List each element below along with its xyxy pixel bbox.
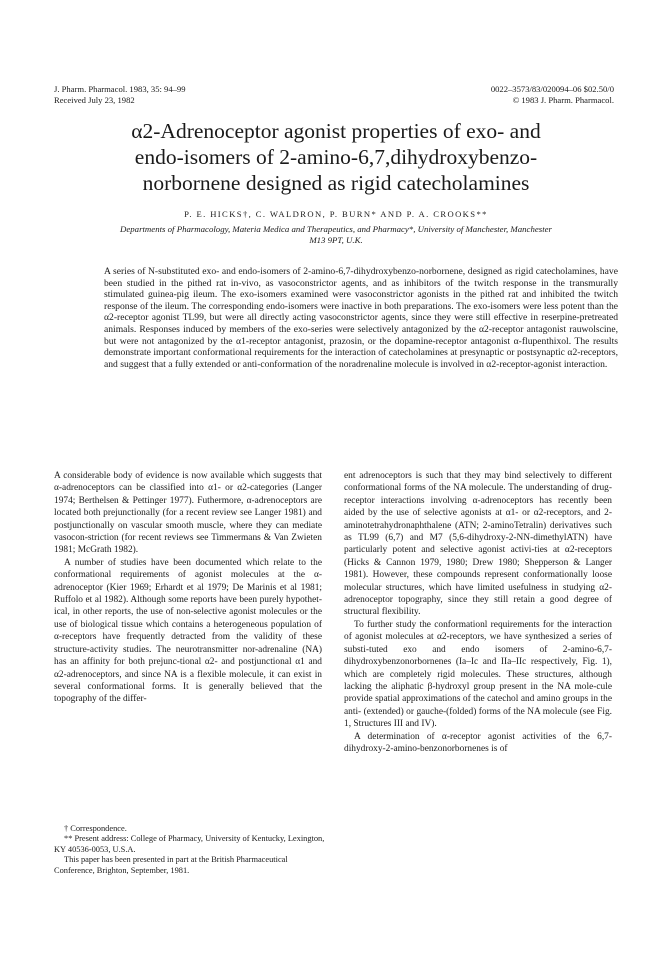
footnote-address: ** Present address: College of Pharmacy, University of Kentucky, Lexington, KY 40536-0053, U.S.A. [54,834,325,854]
article-code: 0022–3573/83/020094–06 $02.50/0 [490,84,614,94]
title-line-1: α2-Adrenoceptor agonist properties of exo- and [131,119,541,143]
author-list: P. E. HICKS†, C. WALDRON, P. BURN* AND P. A. CROOKS** [184,209,488,219]
received-date: Received July 23, 1982 [54,94,135,105]
body-paragraph: To further study the conformationl requirements for the interaction of agonist molecules at α2-receptors, we have synthesized a series of substi-tuted exo and endo isomers of 2-amino-6,7-dihydroxybenzonorbornenes (Ia–Ic and IIa–IIc respectively, Fig. 1), which are completely rigid molecules. These structures, although lacking the aliphatic β-hydroxyl group present in the NA mole-cule provide spatial approximations of the catechol and amino groups in the anti- (extended) or gauche-(folded) forms of the NA molecule (see Fig. 1, Structures III and IV). [344,619,612,730]
header-left [54,84,186,105]
body-paragraph: A number of studies have been documented which relate to the conformational requirements of agonist molecules at the α-adrenoceptor (Kier 1969; Erhardt et al 1979; De Marinis et al 1981; Ruffolo et al 1982). Although some reports have been purely hypothet-ical, in other reports, the use of non-selective agonist molecules or the use of biological tissue which contains a heterogeneous population of α-receptors have frequently detracted from the validity of these structure-activity studies. The neurotransmitter nor-adrenaline (NA) has an affinity for both prejunc-tional α2- and postjunctional α1 and α2-adrenoceptors, and since NA is a flexible molecule, it can exist in several conformational forms. It is generally believed that the topography of the differ- [54,557,322,705]
article-title [40,118,632,196]
header-right [491,84,614,105]
affiliation-line-1: Departments of Pharmacology, Materia Medica and Therapeutics, and Pharmacy*, University of Manchester, Manchester [120,224,552,234]
body-paragraph: ent adrenoceptors is such that they may bind selectively to different conformational forms of the NA molecule. The understanding of drug-receptor interactions involving α-adrenoceptors has recently been aided by the use of selective agonists at α1- or α2-receptors, and 2-aminotetrahydronaphthalene (ATN; 2-aminoTetralin) derivatives such as TL99 (6,7) and M7 (5,6-dihydroxy-2-NN-dimethylATN) have particularly potent and selective agonist activi-ties at α2-receptors (Hicks & Cannon 1979, 1980; Drew 1980; Shepperson & Langer 1981). However, these compounds represent conformationally loose molecular structures, which have limited usefulness in studying α2-adrenoceptor topography, since they still retain a good degree of structural flexibility. [344,471,612,618]
affiliation-line-2: M13 9PT, U.K. [309,235,363,245]
body-paragraph: A considerable body of evidence is now available which suggests that α-adrenoceptors can be classified into α1- or α2-categories (Langer 1974; Berthelsen & Pettinger 1977). Futhermore, α-adrenoceptors are located both prejunctionally (for a recent review see Langer 1981) and postjunctionally on vascular smooth muscle, where they can mediate vasocon-striction (for recent reviews see Timmermans & Van Zwieten 1981; McGrath 1982). [54,471,322,556]
affiliation [50,224,622,246]
title-line-2: endo-isomers of 2-amino-6,7,dihydroxybenzo- [134,145,538,169]
abstract: A series of N-substituted exo- and endo-isomers of 2-amino-6,7-dihydroxybenzo-norbornene, designed as rigid catecholamines, have been studied in the pithed rat in-vivo, as vasoconstrictor agents, and as inhibitors of the twitch response in the transmurally stimulated guinea-pig ileum. The exo-isomers examined were vasoconstrictor agonists in the pithed rat and inhibited the twitch response of the ileum. The corresponding endo-isomers were inactive in both preparations. The exo-isomers were less potent than the α2-receptor agonist TL99, but were all directly acting vasoconstrictor agents, since they were still effective in reserpine-pretreated animals. Responses induced by members of the exo-series were selectively antagonized by the α2-receptor antagonist rauwolscine, but were not antagonized by the α1-receptor antagonist, prazosin, or the dopamine-receptor antagonist α-flupenthixol. The results demonstrate important conformational requirements for the interaction of catecholamines at presynaptic or postsynaptic α2-receptors, and suggest that a fully extended or anti-conformation of the noradrenaline molecule is involved in α2-receptor-agonist interaction. [104,266,618,370]
body-column-left [54,470,322,706]
copyright-line: © 1983 J. Pharm. Pharmacol. [512,94,614,105]
footnotes [54,824,326,876]
footnote-presentation: This paper has been presented in part at the British Pharmaceutical Conference, Brighton, September, 1981. [54,855,288,875]
journal-citation: J. Pharm. Pharmacol. 1983, 35: 94–99 [54,84,186,94]
title-line-3: norbornene designed as rigid catecholamines [142,171,530,195]
footnote-correspondence: † Correspondence. [64,824,127,833]
body-paragraph: A determination of α-receptor agonist activities of the 6,7-dihydroxy-2-amino-benzonorbornenes is of [344,731,612,754]
body-column-right [344,470,612,755]
